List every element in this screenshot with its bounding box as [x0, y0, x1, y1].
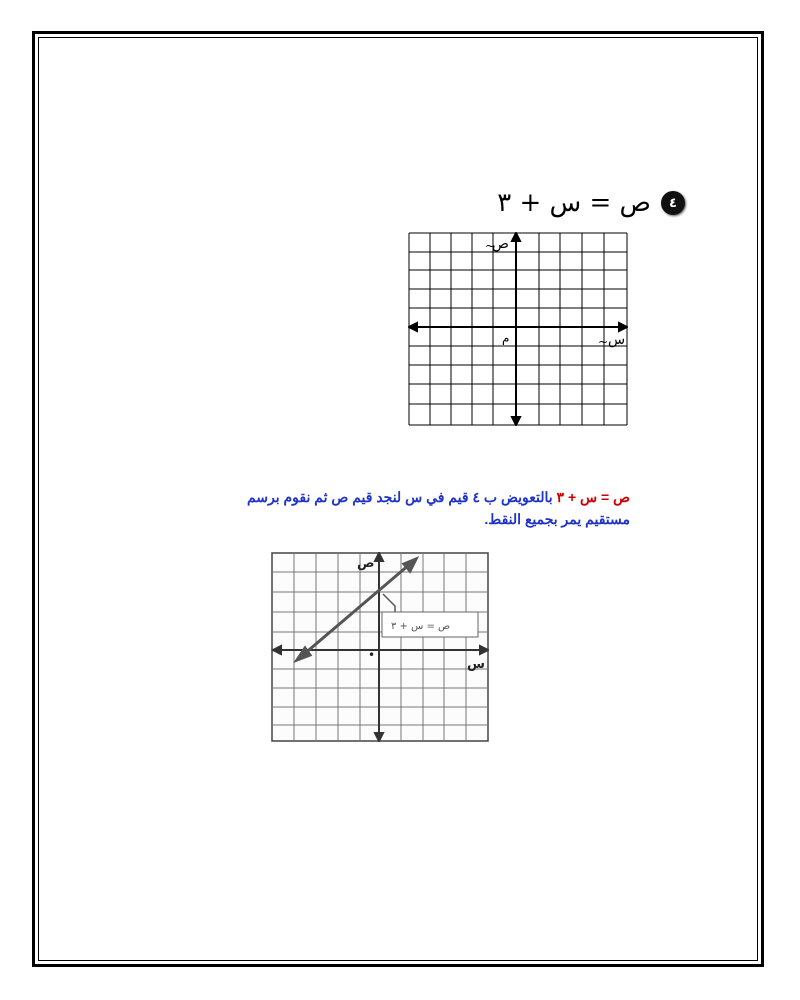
grid1-x-label: س	[608, 332, 626, 348]
grid2-line-label: ص = س + ٣	[391, 621, 451, 632]
explanation-line1-rest: بالتعويض ب ٤ قيم في س لنجد قيم ص ثم نقوم برسم	[246, 489, 553, 505]
explanation-equation: ص = س + ٣	[556, 489, 630, 505]
grid1-y-label: ص	[492, 236, 509, 252]
explanation-line-2: مستقيم يمر بجميع النقط.	[484, 511, 630, 527]
grid1-x-tilde: ~	[598, 335, 609, 349]
problem-number-badge: ٤	[661, 191, 685, 215]
grid1-y-tilde: ~	[485, 239, 496, 253]
grid1-origin-label: م	[502, 331, 510, 345]
solved-coordinate-grid	[271, 552, 489, 742]
grid2-origin-dot: •	[368, 648, 376, 662]
problem-equation: ص = س + ٣	[497, 188, 651, 218]
grid2-y-label: ص	[357, 556, 375, 571]
problem-header	[497, 188, 685, 218]
explanation-text	[150, 486, 630, 530]
grid2-x-label: س	[467, 657, 485, 672]
explanation-line-1	[150, 486, 630, 508]
empty-coordinate-grid	[408, 232, 628, 426]
